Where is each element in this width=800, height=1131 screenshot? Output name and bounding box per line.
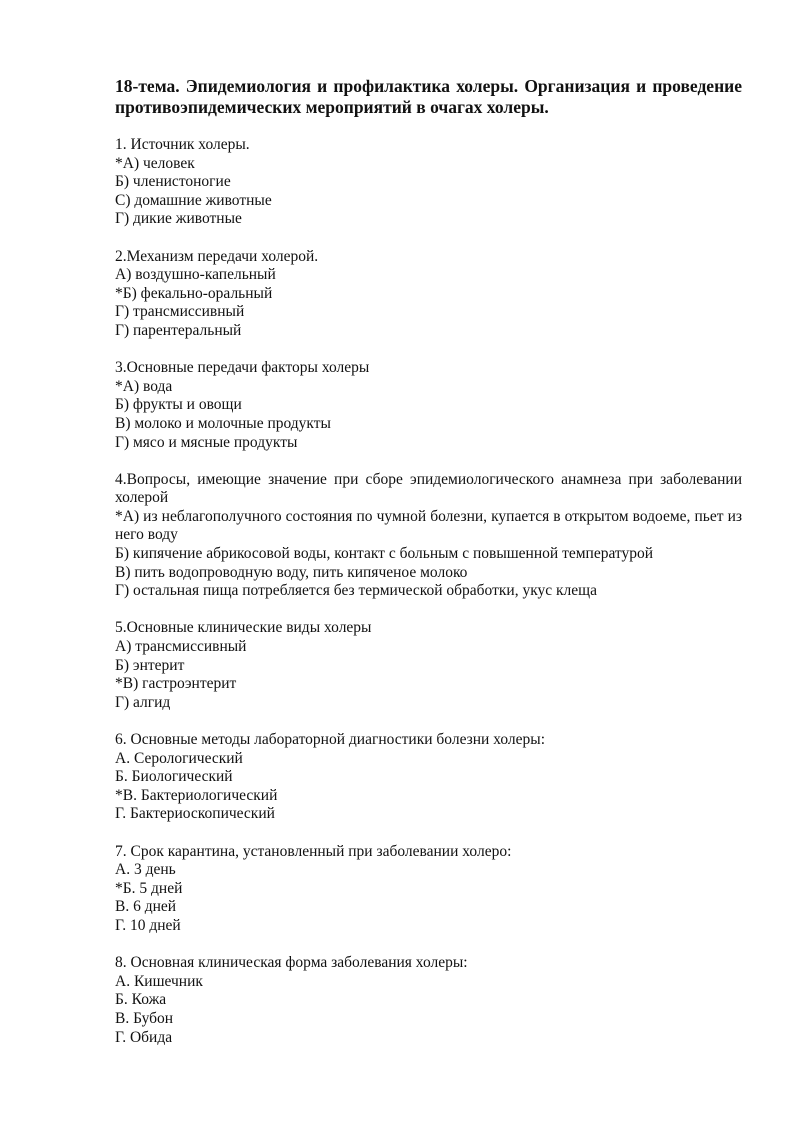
answer-option: Г) алгид xyxy=(115,693,171,711)
answer-option: В. 6 дней xyxy=(115,898,177,916)
answer-option: Г) дикие животные xyxy=(115,210,242,228)
answer-option: В. Бубон xyxy=(115,1009,174,1027)
answer-option: *А) из неблагополучного состояния по чумной болезни, купается в открытом водоеме, пьет из него воду xyxy=(115,507,742,544)
answer-option: Б) членистоногие xyxy=(115,173,231,191)
question-text: 6. Основные методы лабораторной диагностики болезни холеры: xyxy=(115,731,546,748)
answer-option: Г) трансмиссивный xyxy=(115,303,245,321)
question-1 xyxy=(115,136,742,229)
answer-option: *А) вода xyxy=(115,377,173,395)
document-page xyxy=(115,76,742,1066)
answer-option: Г) мясо и мясные продукты xyxy=(115,433,298,451)
answer-option: А. 3 день xyxy=(115,861,176,879)
document-title: 18-тема. Эпидемиология и профилактика холеры. Организация и проведение противоэпидемических мероприятий в очагах холеры. xyxy=(115,76,742,117)
answer-option: Г. Бактериоскопический xyxy=(115,805,275,823)
question-text: 2.Механизм передачи холерой. xyxy=(115,247,319,265)
answer-option: А) воздушно-капельный xyxy=(115,266,276,284)
answer-option: Б) кипячение абрикосовой воды, контакт с больным с повышенной температурой xyxy=(115,545,654,563)
answer-option: *Б) фекально-оральный xyxy=(115,284,273,302)
question-text: 7. Срок карантина, установленный при заболевании холеро: xyxy=(115,842,512,860)
answer-option: В) молоко и молочные продукты xyxy=(115,414,331,432)
question-text: 3.Основные передачи факторы холеры xyxy=(115,359,370,377)
question-text: 8. Основная клиническая форма заболевания холеры: xyxy=(115,954,468,972)
question-8 xyxy=(115,954,742,1047)
answer-option: А. Серологический xyxy=(115,749,243,767)
answer-option: С) домашние животные xyxy=(115,191,272,209)
answer-option: *А) человек xyxy=(115,154,195,172)
question-7 xyxy=(115,843,742,936)
question-3 xyxy=(115,359,742,452)
question-text: 5.Основные клинические виды холеры xyxy=(115,619,372,637)
answer-option: Б. Биологический xyxy=(115,768,233,786)
question-2 xyxy=(115,248,742,341)
question-5 xyxy=(115,619,742,712)
answer-option: А. Кишечник xyxy=(115,972,203,990)
answer-option: Г. Обида xyxy=(115,1028,173,1046)
question-text: 4.Вопросы, имеющие значение при сборе эпидемиологического анамнеза при заболевании холерой xyxy=(115,470,742,507)
answer-option: Г) парентеральный xyxy=(115,321,242,339)
answer-option: В) пить водопроводную воду, пить кипяченое молоко xyxy=(115,563,468,581)
answer-option: А) трансмиссивный xyxy=(115,638,247,656)
question-text: 1. Источник холеры. xyxy=(115,136,250,153)
answer-option: *В) гастроэнтерит xyxy=(115,675,237,693)
question-4 xyxy=(115,471,742,601)
answer-option: *Б. 5 дней xyxy=(115,879,183,897)
answer-option: Б. Кожа xyxy=(115,991,167,1009)
answer-option: Г) остальная пища потребляется без термической обработки, укус клеща xyxy=(115,582,597,600)
answer-option: Б) энтерит xyxy=(115,656,185,674)
answer-option: *В. Бактериологический xyxy=(115,786,278,804)
answer-option: Б) фрукты и овощи xyxy=(115,396,242,414)
question-6 xyxy=(115,731,742,824)
answer-option: Г. 10 дней xyxy=(115,916,181,934)
